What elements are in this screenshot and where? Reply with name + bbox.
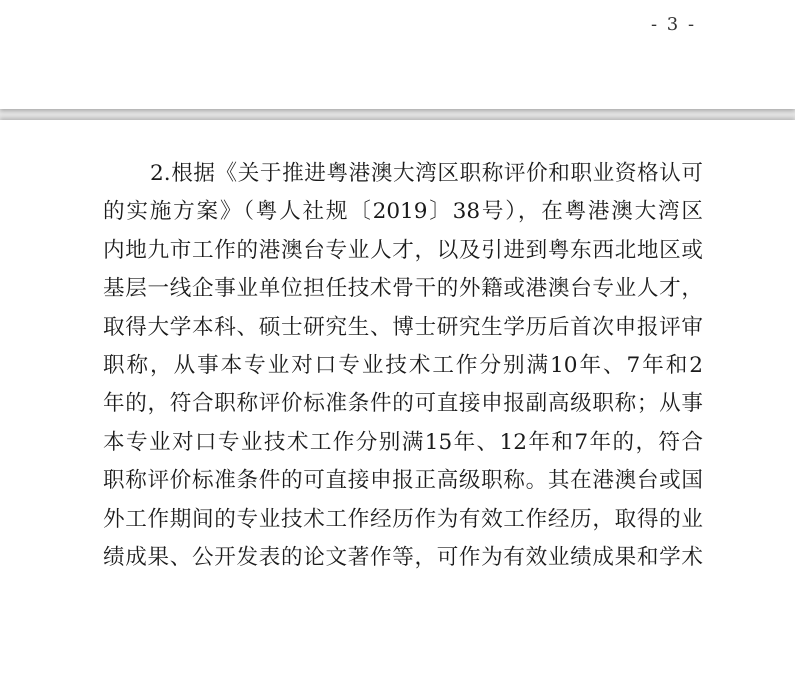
paragraph-line: 外工作期间的专业技术工作经历作为有效工作经历，取得的业 bbox=[103, 506, 703, 532]
paragraph-line: 职称评价标准条件的可直接申报正高级职称。其在港澳台或国 bbox=[103, 468, 703, 494]
page-number: - 3 - bbox=[651, 14, 697, 35]
paragraph-line: 2.根据《关于推进粤港澳大湾区职称评价和职业资格认可 bbox=[150, 161, 703, 186]
previous-page bbox=[0, 0, 795, 109]
paragraph-line: 职称，从事本专业对口专业技术工作分别满10年、7年和2 bbox=[103, 352, 703, 378]
body-paragraph bbox=[103, 155, 703, 577]
paragraph-line: 本专业对口专业技术工作分别满15年、12年和7年的，符合 bbox=[103, 429, 703, 455]
paragraph-line: 绩成果、公开发表的论文著作等，可作为有效业绩成果和学术 bbox=[103, 544, 703, 570]
paragraph-line: 的实施方案》（粤人社规〔2019〕38号），在粤港澳大湾区 bbox=[103, 199, 703, 225]
paragraph-line: 内地九市工作的港澳台专业人才，以及引进到粤东西北地区或 bbox=[103, 237, 703, 263]
paragraph-line: 取得大学本科、硕士研究生、博士研究生学历后首次申报评审 bbox=[103, 314, 703, 340]
paragraph-line: 基层一线企事业单位担任技术骨干的外籍或港澳台专业人才， bbox=[103, 276, 703, 302]
paragraph-line: 年的，符合职称评价标准条件的可直接申报副高级职称；从事 bbox=[103, 391, 703, 417]
